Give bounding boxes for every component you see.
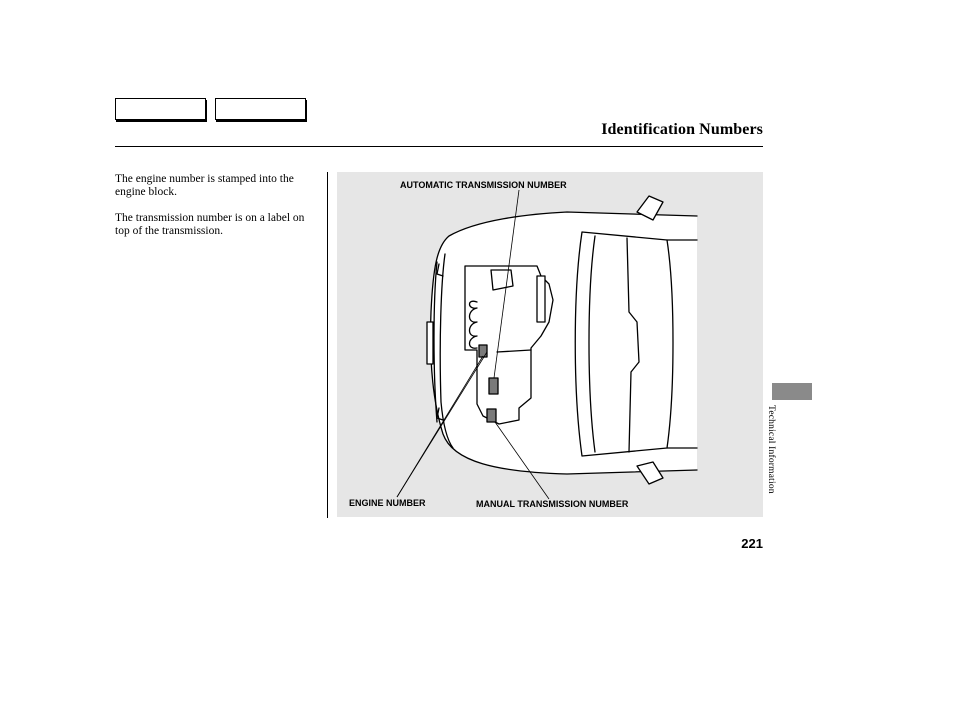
transmission-number-paragraph: The transmission number is on a label on top of the transmission. (115, 212, 305, 237)
nav-tab-blank-1[interactable] (115, 98, 206, 120)
car-top-view-drawing (337, 172, 763, 517)
engine-number-plate (479, 345, 487, 357)
page-number: 221 (741, 536, 763, 551)
header-divider (115, 146, 763, 147)
section-label (766, 405, 786, 515)
manual-transmission-label: MANUAL TRANSMISSION NUMBER (476, 499, 629, 509)
column-divider (327, 172, 328, 518)
section-tab-marker[interactable] (772, 383, 812, 400)
section-label-text: Technical Information (766, 405, 776, 494)
manual-transmission-plate (487, 409, 496, 422)
engine-number-label: ENGINE NUMBER (349, 498, 426, 508)
automatic-transmission-plate (489, 378, 498, 394)
automatic-transmission-label: AUTOMATIC TRANSMISSION NUMBER (400, 180, 567, 190)
engine-compartment-illustration (337, 172, 763, 517)
page-title: Identification Numbers (601, 121, 763, 138)
nav-tab-blank-2[interactable] (215, 98, 306, 120)
battery-box (537, 276, 545, 322)
front-grille-edge (427, 322, 433, 364)
windshield (575, 232, 673, 456)
engine-number-paragraph: The engine number is stamped into the engine block. (115, 173, 294, 198)
